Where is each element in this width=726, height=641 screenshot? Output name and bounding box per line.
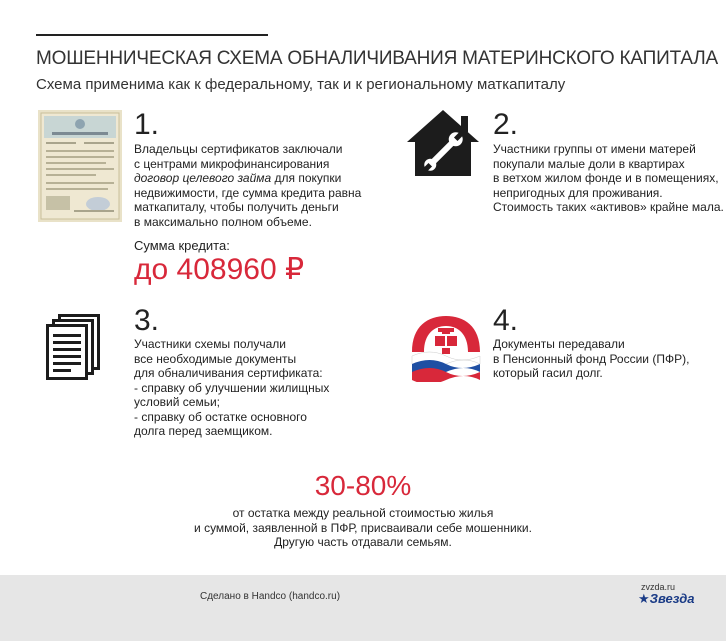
loan-amount-value: до 408960 ₽ [134,253,305,286]
summary-percent: 30-80% [314,470,412,501]
step-1-text: Владельцы сертификатов заключали с центрами микрофинансирования договор целевого займа для покупки недвижимости, где сумма кредита равна маткапиталу, чтобы получить деньги в максимально полном объеме. [134,142,362,229]
step-4-number: 4. [493,304,519,337]
pfr-logo-icon [406,312,486,382]
loan-contract-term: договор целевого займа [134,171,272,185]
footer [0,575,726,641]
footer-brand: ★Звезда [638,591,695,606]
top-rule [36,34,268,36]
loan-amount-label: Сумма кредита: [134,238,230,253]
step-3-number: 3. [134,304,160,337]
documents-icon [44,312,102,382]
star-icon: ★ [638,591,650,606]
summary-text: от остатка между реальной стоимостью жилья и суммой, заявленной в ПФР, присваивали себе мошенники. Другую часть отдавали семьям. [194,506,532,549]
step-4-text: Документы передавали в Пенсионный фонд России (ПФР), который гасил долг. [493,337,690,380]
page-title: МОШЕННИЧЕСКАЯ СХЕМА ОБНАЛИЧИВАНИЯ МАТЕРИНСКОГО КАПИТАЛА [36,48,718,69]
step-2-number: 2. [493,108,519,141]
step-2-text: Участники группы от имени матерей покупали малые доли в квартирах в ветхом жилом фонде и в помещениях, непригодных для проживания. Стоимость таких «активов» крайне мала. [493,142,724,214]
step-3-text: Участники схемы получали все необходимые документы для обналичивания сертификата: - справку об улучшении жилищных условий семьи; - справку об остатке основного долга перед заемщиком. [134,337,330,438]
footer-site: zvzda.ru [641,582,676,592]
footer-credit: Сделано в Handco (handco.ru) [200,591,341,602]
certificate-image [38,110,122,222]
house-wrench-icon [405,108,481,178]
step-1-number: 1. [134,108,160,141]
page-subtitle: Схема применима как к федеральному, так и к региональному маткапиталу [36,76,566,93]
